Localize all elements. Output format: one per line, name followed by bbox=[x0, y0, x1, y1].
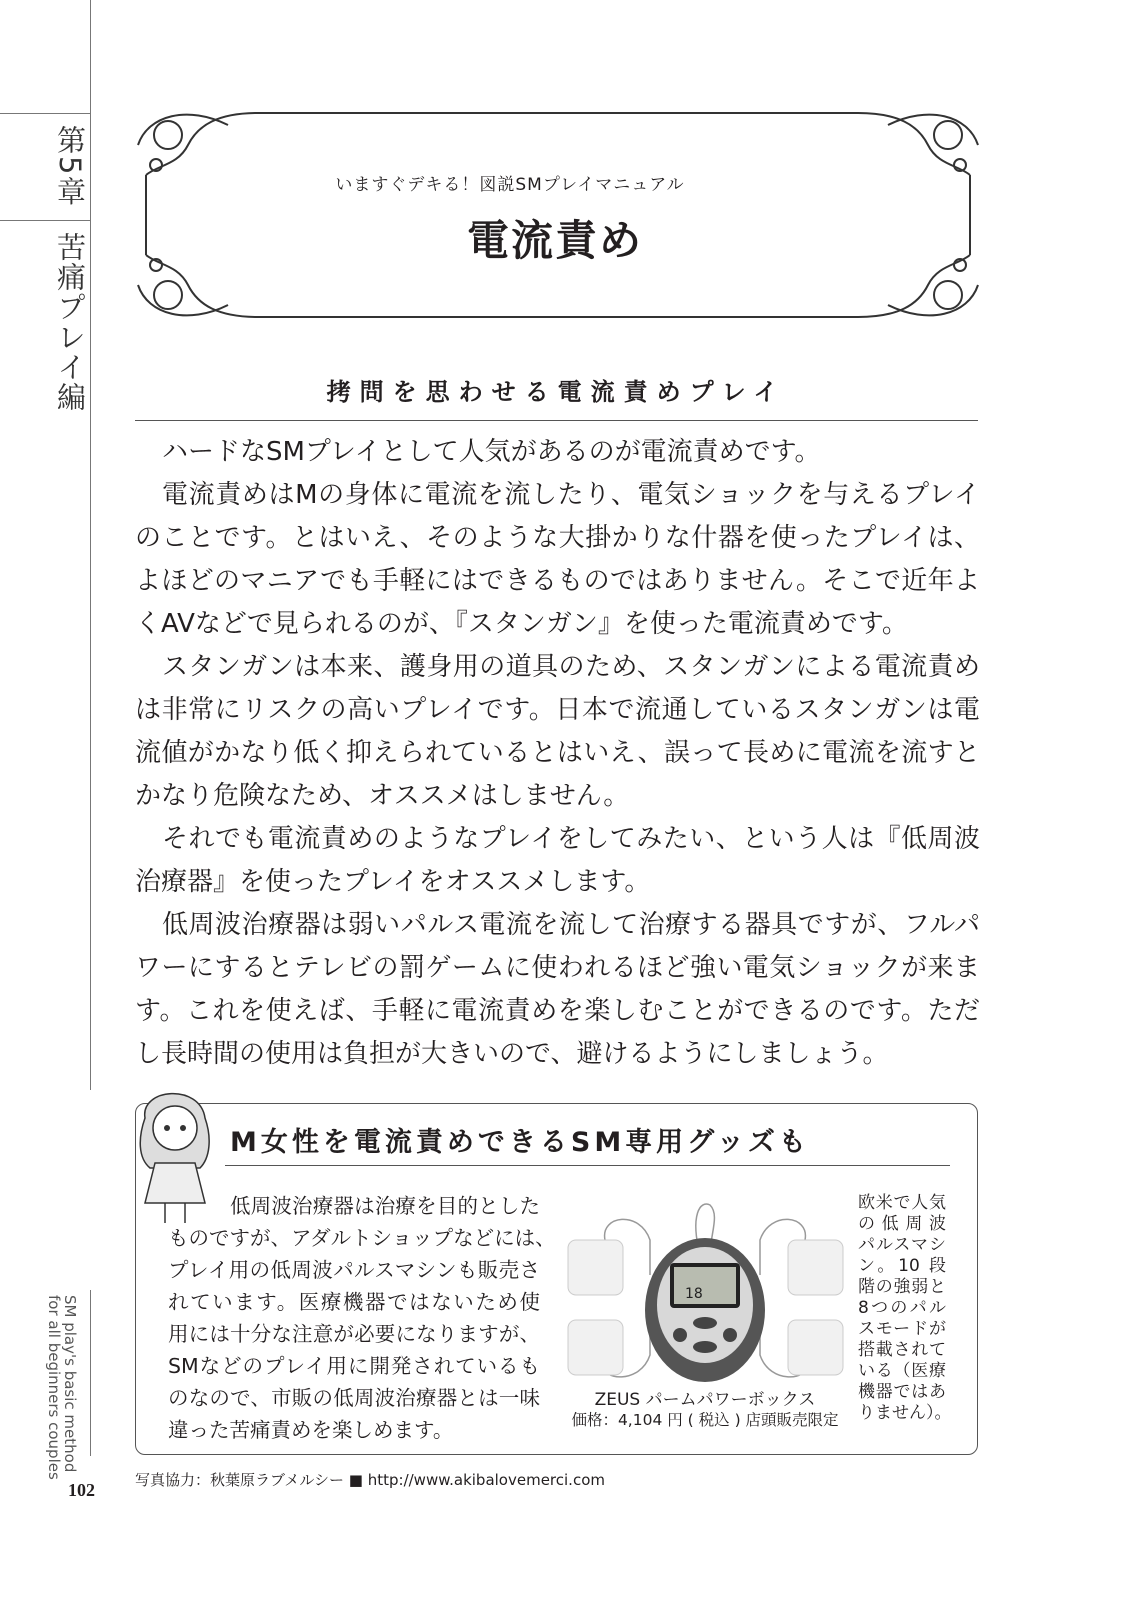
box-line: 違った苦痛責めを楽しめます。 bbox=[168, 1418, 454, 1442]
body-line: ハードなSMプレイとして人気があるのが電流責めです。 bbox=[162, 437, 821, 467]
section-heading-rule bbox=[135, 420, 978, 421]
note-line: 階の強弱と bbox=[858, 1277, 946, 1297]
body-line: す。これを使えば、手軽に電流責めを楽しむことができるのです。ただ bbox=[135, 996, 980, 1026]
box-line: のなので、市販の低周波治療器とは一味 bbox=[168, 1386, 540, 1410]
body-line: かなり危険なため、オススメはしません。 bbox=[135, 781, 630, 811]
section-label: 苦痛プレイ編 bbox=[53, 232, 87, 412]
chapter-label: 第5章 bbox=[53, 125, 87, 208]
product-photo bbox=[560, 1195, 850, 1385]
product-price: 価格：4,104 円 ( 税込 ) 店頭販売限定 bbox=[571, 1411, 839, 1429]
body-line: 電流責めはMの身体に電流を流したり、電気ショックを与えるプレイ bbox=[162, 480, 980, 510]
note-line: ン。10 段 bbox=[858, 1256, 946, 1276]
electrode-pad bbox=[788, 1320, 843, 1375]
box-line: れています。医療機器ではないため使 bbox=[168, 1290, 540, 1314]
note-line: 8つのパル bbox=[858, 1298, 946, 1318]
body-line: くAVなどで見られるのが、『スタンガン』を使った電流責めです。 bbox=[135, 609, 908, 639]
note-line: の低周波 bbox=[858, 1214, 946, 1234]
note-line: パルスマシ bbox=[858, 1235, 946, 1255]
box-line: 低周波治療器は治療を目的とした bbox=[230, 1194, 540, 1218]
body-line: スタンガンは本来、護身用の道具のため、スタンガンによる電流責め bbox=[162, 652, 980, 682]
electrode-pad bbox=[568, 1320, 623, 1375]
note-line: りません）。 bbox=[858, 1403, 952, 1423]
box-title: M女性を電流責めできるSM専用グッズも bbox=[230, 1127, 810, 1158]
body-line: 流値がかなり低く抑えられているとはいえ、誤って長めに電流を流すと bbox=[135, 738, 980, 768]
body-line: し長時間の使用は負担が大きいので、避けるようにしましょう。 bbox=[135, 1039, 889, 1069]
book-subtitle-en-2: for all beginners couples bbox=[45, 1295, 63, 1480]
box-title-rule bbox=[225, 1165, 950, 1166]
sidebar-divider-mid bbox=[0, 220, 90, 221]
photo-credit: 写真協力：秋葉原ラブメルシー ■ http://www.akibalovemerci.com bbox=[135, 1471, 605, 1489]
sidebar-rule-bottom bbox=[90, 1290, 91, 1456]
box-line: プレイ用の低周波パルスマシンも販売さ bbox=[168, 1258, 540, 1282]
body-line: 低周波治療器は弱いパルス電流を流して治療する器具ですが、フルパ bbox=[162, 910, 980, 940]
section-heading: 拷問を思わせる電流責めプレイ bbox=[326, 378, 787, 406]
box-line: ものですが、アダルトショップなどには、 bbox=[168, 1226, 556, 1250]
box-line: 用には十分な注意が必要になりますが、 bbox=[168, 1322, 540, 1346]
product-name: ZEUS パームパワーボックス bbox=[594, 1390, 816, 1410]
body-line: のことです。とはいえ、そのような大掛かりな什器を使ったプレイは、 bbox=[135, 523, 980, 553]
sidebar-divider-top bbox=[0, 113, 90, 114]
box-line: SMなどのプレイ用に開発されているも bbox=[168, 1354, 540, 1378]
note-line: スモードが bbox=[858, 1319, 946, 1339]
electrode-pad bbox=[568, 1240, 623, 1295]
body-line: よほどのマニアでも手軽にはできるものではありません。そこで近年よ bbox=[135, 566, 980, 596]
note-line: いる（医療 bbox=[858, 1361, 946, 1381]
series-title: いますぐデキる！図説SMプレイマニュアル bbox=[335, 175, 685, 195]
note-line: 搭載されて bbox=[858, 1340, 946, 1360]
body-line: 治療器』を使ったプレイをオススメします。 bbox=[135, 867, 651, 897]
page-number: 102 bbox=[68, 1480, 95, 1500]
electrode-pad bbox=[788, 1240, 843, 1295]
body-line: は非常にリスクの高いプレイです。日本で流通しているスタンガンは電 bbox=[135, 695, 980, 725]
body-line: それでも電流責めのようなプレイをしてみたい、という人は『低周波 bbox=[162, 824, 980, 854]
note-line: 欧米で人気 bbox=[858, 1193, 946, 1213]
character-illustration bbox=[130, 1078, 220, 1228]
body-line: ワーにするとテレビの罰ゲームに使われるほど強い電気ショックが来ま bbox=[135, 953, 980, 983]
book-subtitle-en-1: SM play's basic method bbox=[61, 1295, 79, 1473]
page-title: 電流責め bbox=[466, 216, 643, 265]
device-display: 18 bbox=[685, 1286, 703, 1302]
note-line: 機器ではあ bbox=[858, 1382, 946, 1402]
